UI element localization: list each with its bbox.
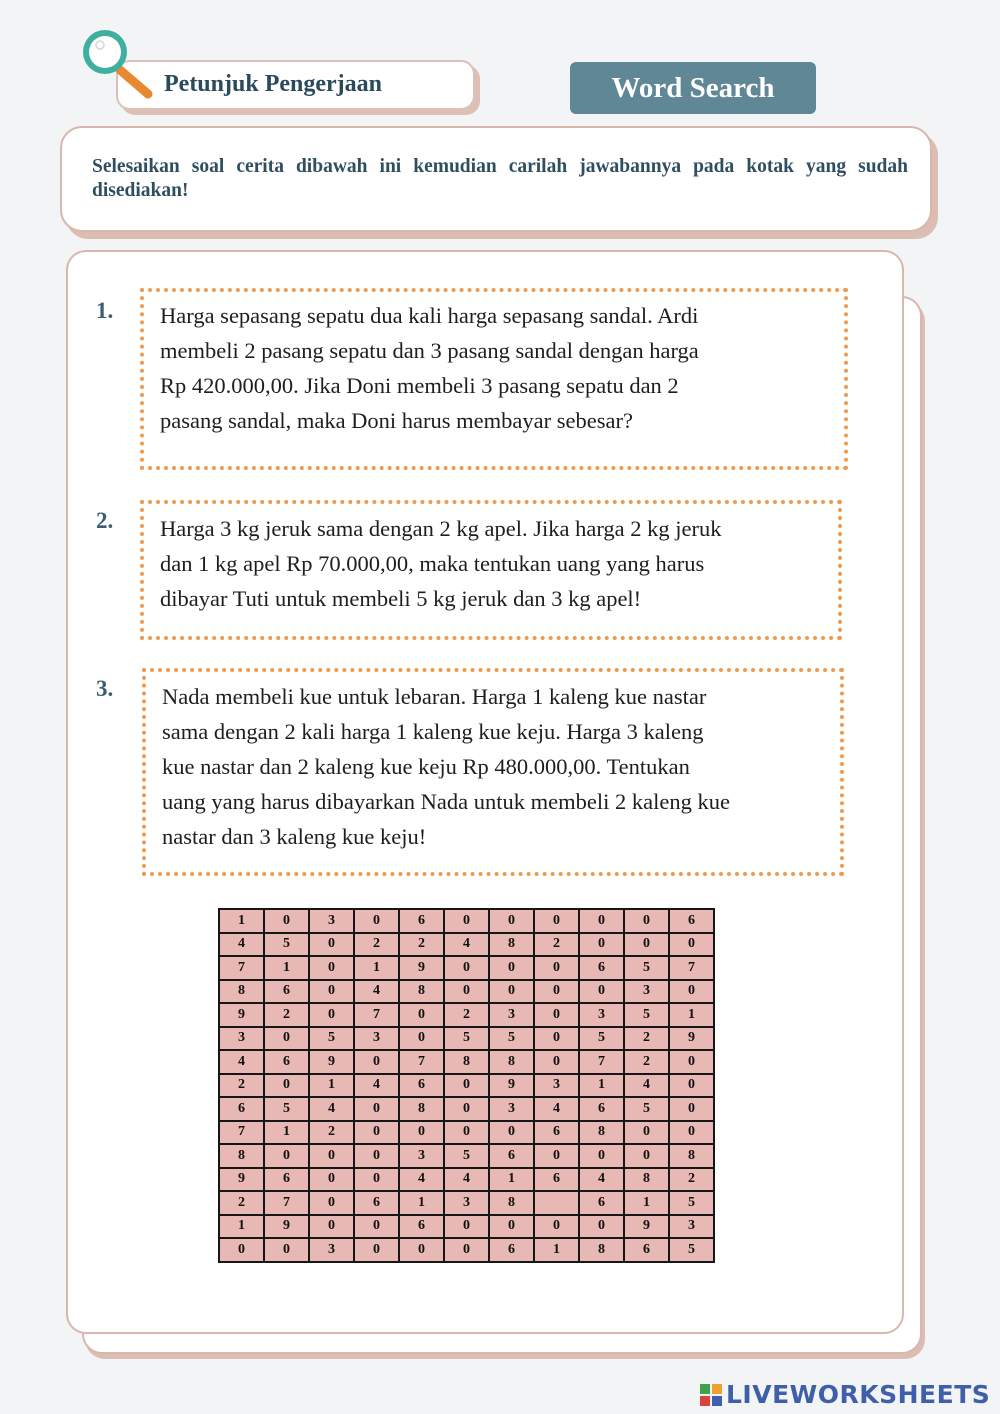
grid-cell[interactable]: 8 [624,1168,669,1192]
grid-cell[interactable]: 0 [309,956,354,980]
question-1-line: Rp 420.000,00. Jika Doni membeli 3 pasang sepatu dan 2 [160,373,679,398]
grid-cell[interactable]: 0 [309,1144,354,1168]
grid-cell[interactable]: 4 [444,1168,489,1192]
grid-cell[interactable]: 3 [489,1097,534,1121]
grid-cell[interactable]: 0 [534,1144,579,1168]
grid-row [219,909,714,933]
grid-cell[interactable]: 0 [669,1097,714,1121]
grid-cell[interactable]: 9 [309,1050,354,1074]
grid-row [219,980,714,1004]
question-1-text [160,298,828,438]
question-3-line: kue nastar dan 2 kaleng kue keju Rp 480.000,00. Tentukan [162,754,690,779]
grid-cell[interactable]: 5 [444,1027,489,1051]
grid-cell[interactable]: 8 [489,1050,534,1074]
grid-cell[interactable]: 6 [579,1097,624,1121]
grid-cell[interactable]: 2 [219,1191,264,1215]
grid-cell[interactable]: 6 [264,1050,309,1074]
grid-cell[interactable]: 8 [579,1238,624,1262]
grid-cell[interactable]: 2 [309,1121,354,1145]
grid-cell[interactable]: 5 [489,1027,534,1051]
grid-cell[interactable]: 2 [669,1168,714,1192]
instructions-label: Petunjuk Pengerjaan [164,71,382,97]
grid-row [219,1238,714,1262]
grid-cell[interactable]: 0 [624,933,669,957]
grid-cell[interactable]: 0 [309,1191,354,1215]
grid-cell[interactable]: 0 [669,1121,714,1145]
question-1-number: 1. [96,298,114,323]
grid-cell[interactable]: 0 [264,1144,309,1168]
grid-cell[interactable]: 1 [264,956,309,980]
grid-cell[interactable]: 3 [309,909,354,933]
grid-cell[interactable]: 0 [489,956,534,980]
grid-cell[interactable]: 5 [264,1097,309,1121]
grid-cell[interactable]: 6 [264,1168,309,1192]
grid-cell[interactable]: 0 [354,1097,399,1121]
grid-cell[interactable]: 7 [669,956,714,980]
grid-cell[interactable]: 0 [534,956,579,980]
grid-cell[interactable]: 4 [354,980,399,1004]
grid-cell[interactable]: 1 [219,909,264,933]
grid-cell[interactable]: 0 [264,1238,309,1262]
grid-row [219,1050,714,1074]
grid-cell[interactable]: 0 [309,1215,354,1239]
grid-cell[interactable]: 0 [669,933,714,957]
grid-cell[interactable]: 0 [354,1144,399,1168]
grid-cell[interactable]: 0 [669,980,714,1004]
grid-cell[interactable]: 0 [354,1215,399,1239]
grid-cell[interactable]: 0 [354,1238,399,1262]
question-3-number: 3. [96,676,114,701]
grid-cell[interactable]: 5 [579,1027,624,1051]
grid-cell[interactable]: 0 [309,980,354,1004]
grid-cell[interactable]: 1 [309,1074,354,1098]
grid-cell[interactable]: 2 [264,1003,309,1027]
magnifier-icon [76,26,158,104]
word-search-button[interactable]: Word Search [570,62,816,114]
grid-row [219,933,714,957]
grid-row [219,1144,714,1168]
grid-cell[interactable]: 1 [669,1003,714,1027]
grid-cell[interactable]: 6 [399,1215,444,1239]
grid-row [219,1074,714,1098]
grid-cell[interactable]: 5 [624,956,669,980]
grid-cell[interactable]: 4 [309,1097,354,1121]
grid-cell[interactable]: 8 [489,933,534,957]
grid-cell[interactable]: 3 [309,1238,354,1262]
grid-cell[interactable]: 8 [399,980,444,1004]
grid-cell[interactable]: 9 [624,1215,669,1239]
grid-cell[interactable]: 9 [264,1215,309,1239]
grid-cell[interactable]: 0 [399,1238,444,1262]
grid-cell[interactable]: 3 [669,1215,714,1239]
grid-cell[interactable]: 6 [264,980,309,1004]
grid-cell[interactable]: 0 [579,980,624,1004]
grid-row [219,956,714,980]
grid-row [219,1121,714,1145]
grid-cell[interactable]: 8 [219,980,264,1004]
brand-text: LIVEWORKSHEETS [726,1380,991,1409]
grid-cell[interactable]: 1 [624,1191,669,1215]
grid-cell[interactable]: 7 [399,1050,444,1074]
grid-cell[interactable] [534,1191,579,1215]
grid-cell[interactable]: 0 [444,909,489,933]
grid-cell[interactable]: 0 [264,1027,309,1051]
grid-cell[interactable]: 0 [444,1097,489,1121]
grid-cell[interactable]: 9 [669,1027,714,1051]
grid-cell[interactable]: 4 [624,1074,669,1098]
question-2-text [160,511,822,616]
grid-cell[interactable]: 3 [489,1003,534,1027]
grid-row [219,1215,714,1239]
grid-cell[interactable]: 0 [579,933,624,957]
grid-cell[interactable]: 0 [309,1168,354,1192]
grid-cell[interactable]: 0 [624,1121,669,1145]
grid-cell[interactable]: 0 [264,1074,309,1098]
grid-cell[interactable]: 6 [624,1238,669,1262]
grid-cell[interactable]: 6 [534,1168,579,1192]
grid-cell[interactable]: 1 [534,1238,579,1262]
grid-cell[interactable]: 0 [444,1121,489,1145]
grid-cell[interactable]: 7 [579,1050,624,1074]
grid-cell[interactable]: 0 [579,1215,624,1239]
grid-cell[interactable]: 0 [219,1238,264,1262]
grid-cell[interactable]: 8 [219,1144,264,1168]
grid-row [219,1168,714,1192]
grid-cell[interactable]: 7 [354,1003,399,1027]
word-search-grid [218,908,715,1263]
grid-cell[interactable]: 8 [399,1097,444,1121]
grid-row [219,1097,714,1121]
grid-cell[interactable]: 9 [219,1003,264,1027]
grid-cell[interactable]: 3 [354,1027,399,1051]
question-2-number: 2. [96,508,114,533]
grid-cell[interactable]: 3 [219,1027,264,1051]
grid-cell[interactable]: 5 [669,1191,714,1215]
grid-cell[interactable]: 5 [624,1003,669,1027]
grid-cell[interactable]: 5 [309,1027,354,1051]
grid-cell[interactable]: 0 [489,980,534,1004]
grid-cell[interactable]: 9 [399,956,444,980]
grid-cell[interactable]: 2 [399,933,444,957]
grid-cell[interactable]: 0 [624,1144,669,1168]
grid-cell[interactable]: 0 [444,1074,489,1098]
grid-cell[interactable]: 4 [399,1168,444,1192]
grid-cell[interactable]: 0 [669,1050,714,1074]
grid-cell[interactable]: 0 [354,1121,399,1145]
grid-cell[interactable]: 2 [534,933,579,957]
grid-cell[interactable]: 6 [399,1074,444,1098]
grid-cell[interactable]: 1 [264,1121,309,1145]
grid-cell[interactable]: 0 [399,1003,444,1027]
grid-cell[interactable]: 0 [579,1144,624,1168]
grid-cell[interactable]: 8 [669,1144,714,1168]
grid-cell[interactable]: 0 [489,1121,534,1145]
grid-cell[interactable]: 0 [534,1215,579,1239]
grid-cell[interactable]: 4 [354,1074,399,1098]
grid-cell[interactable]: 6 [219,1097,264,1121]
question-2-line: Harga 3 kg jeruk sama dengan 2 kg apel. Jika harga 2 kg jeruk [160,516,722,541]
grid-cell[interactable]: 8 [579,1121,624,1145]
question-2-line: dibayar Tuti untuk membeli 5 kg jeruk dan 3 kg apel! [160,586,642,611]
grid-cell[interactable]: 0 [444,980,489,1004]
grid-cell[interactable]: 6 [399,909,444,933]
question-1-line: Harga sepasang sepatu dua kali harga sepasang sandal. Ardi [160,303,699,328]
grid-cell[interactable]: 8 [489,1191,534,1215]
grid-cell[interactable]: 0 [534,980,579,1004]
instructions-pill [116,60,475,110]
grid-cell[interactable]: 7 [264,1191,309,1215]
grid-cell[interactable]: 1 [489,1168,534,1192]
grid-cell[interactable]: 0 [444,1215,489,1239]
grid-cell[interactable]: 0 [264,909,309,933]
grid-cell[interactable]: 5 [264,933,309,957]
grid-cell[interactable]: 0 [669,1074,714,1098]
question-3-line: sama dengan 2 kali harga 1 kaleng kue keju. Harga 3 kaleng [162,719,704,744]
grid-cell[interactable]: 6 [354,1191,399,1215]
grid-cell[interactable]: 6 [489,1238,534,1262]
grid-cell[interactable]: 5 [444,1144,489,1168]
question-1-line: membeli 2 pasang sepatu dan 3 pasang sandal dengan harga [160,338,699,363]
grid-cell[interactable]: 9 [489,1074,534,1098]
question-1-line: pasang sandal, maka Doni harus membayar sebesar? [160,408,633,433]
grid-cell[interactable]: 1 [354,956,399,980]
grid-cell[interactable]: 3 [444,1191,489,1215]
grid-cell[interactable]: 2 [624,1050,669,1074]
grid-row [219,1027,714,1051]
grid-cell[interactable]: 2 [624,1027,669,1051]
liveworksheets-logo-icon [700,1384,722,1406]
grid-cell[interactable]: 6 [534,1121,579,1145]
grid-cell[interactable]: 3 [399,1144,444,1168]
grid-cell[interactable]: 2 [219,1074,264,1098]
grid-cell[interactable]: 4 [219,933,264,957]
question-3-line: Nada membeli kue untuk lebaran. Harga 1 kaleng kue nastar [162,684,707,709]
grid-cell[interactable]: 0 [309,1003,354,1027]
grid-cell[interactable]: 0 [399,1027,444,1051]
grid-cell[interactable]: 1 [579,1074,624,1098]
grid-cell[interactable]: 6 [579,956,624,980]
grid-cell[interactable]: 0 [579,909,624,933]
grid-cell[interactable]: 4 [534,1097,579,1121]
grid-cell[interactable]: 8 [444,1050,489,1074]
grid-cell[interactable]: 0 [444,956,489,980]
grid-cell[interactable]: 7 [219,956,264,980]
grid-cell[interactable]: 4 [579,1168,624,1192]
grid-cell[interactable]: 0 [354,1050,399,1074]
question-3-text [162,679,824,854]
grid-cell[interactable]: 0 [534,909,579,933]
grid-cell[interactable]: 6 [579,1191,624,1215]
grid-row [219,1003,714,1027]
grid-cell[interactable]: 0 [399,1121,444,1145]
grid-cell[interactable]: 5 [669,1238,714,1262]
grid-cell[interactable]: 3 [534,1074,579,1098]
grid-cell[interactable]: 2 [354,933,399,957]
grid-cell[interactable]: 0 [354,1168,399,1192]
grid-cell[interactable]: 0 [489,909,534,933]
instruction-text: Selesaikan soal cerita dibawah ini kemudian carilah jawabannya pada kotak yang sudah disediakan! [92,156,908,201]
grid-cell[interactable]: 6 [489,1144,534,1168]
grid-cell[interactable]: 1 [399,1191,444,1215]
grid-cell[interactable]: 4 [444,933,489,957]
grid-cell[interactable]: 9 [219,1168,264,1192]
grid-cell[interactable]: 0 [444,1238,489,1262]
grid-cell[interactable]: 5 [624,1097,669,1121]
grid-cell[interactable]: 6 [669,909,714,933]
grid-cell[interactable]: 7 [219,1121,264,1145]
grid-cell[interactable]: 0 [534,1050,579,1074]
question-3-line: nastar dan 3 kaleng kue keju! [162,824,427,849]
grid-cell[interactable]: 0 [489,1215,534,1239]
grid-cell[interactable]: 2 [444,1003,489,1027]
grid-row [219,1191,714,1215]
grid-cell[interactable]: 0 [534,1003,579,1027]
grid-cell[interactable]: 3 [579,1003,624,1027]
question-2-line: dan 1 kg apel Rp 70.000,00, maka tentukan uang yang harus [160,551,705,576]
grid-cell[interactable]: 0 [624,909,669,933]
grid-cell[interactable]: 0 [534,1027,579,1051]
grid-cell[interactable]: 0 [354,909,399,933]
instruction-box [60,126,932,232]
grid-cell[interactable]: 4 [219,1050,264,1074]
grid-cell[interactable]: 3 [624,980,669,1004]
grid-cell[interactable]: 1 [219,1215,264,1239]
question-3-line: uang yang harus dibayarkan Nada untuk membeli 2 kaleng kue [162,789,730,814]
grid-cell[interactable]: 0 [309,933,354,957]
